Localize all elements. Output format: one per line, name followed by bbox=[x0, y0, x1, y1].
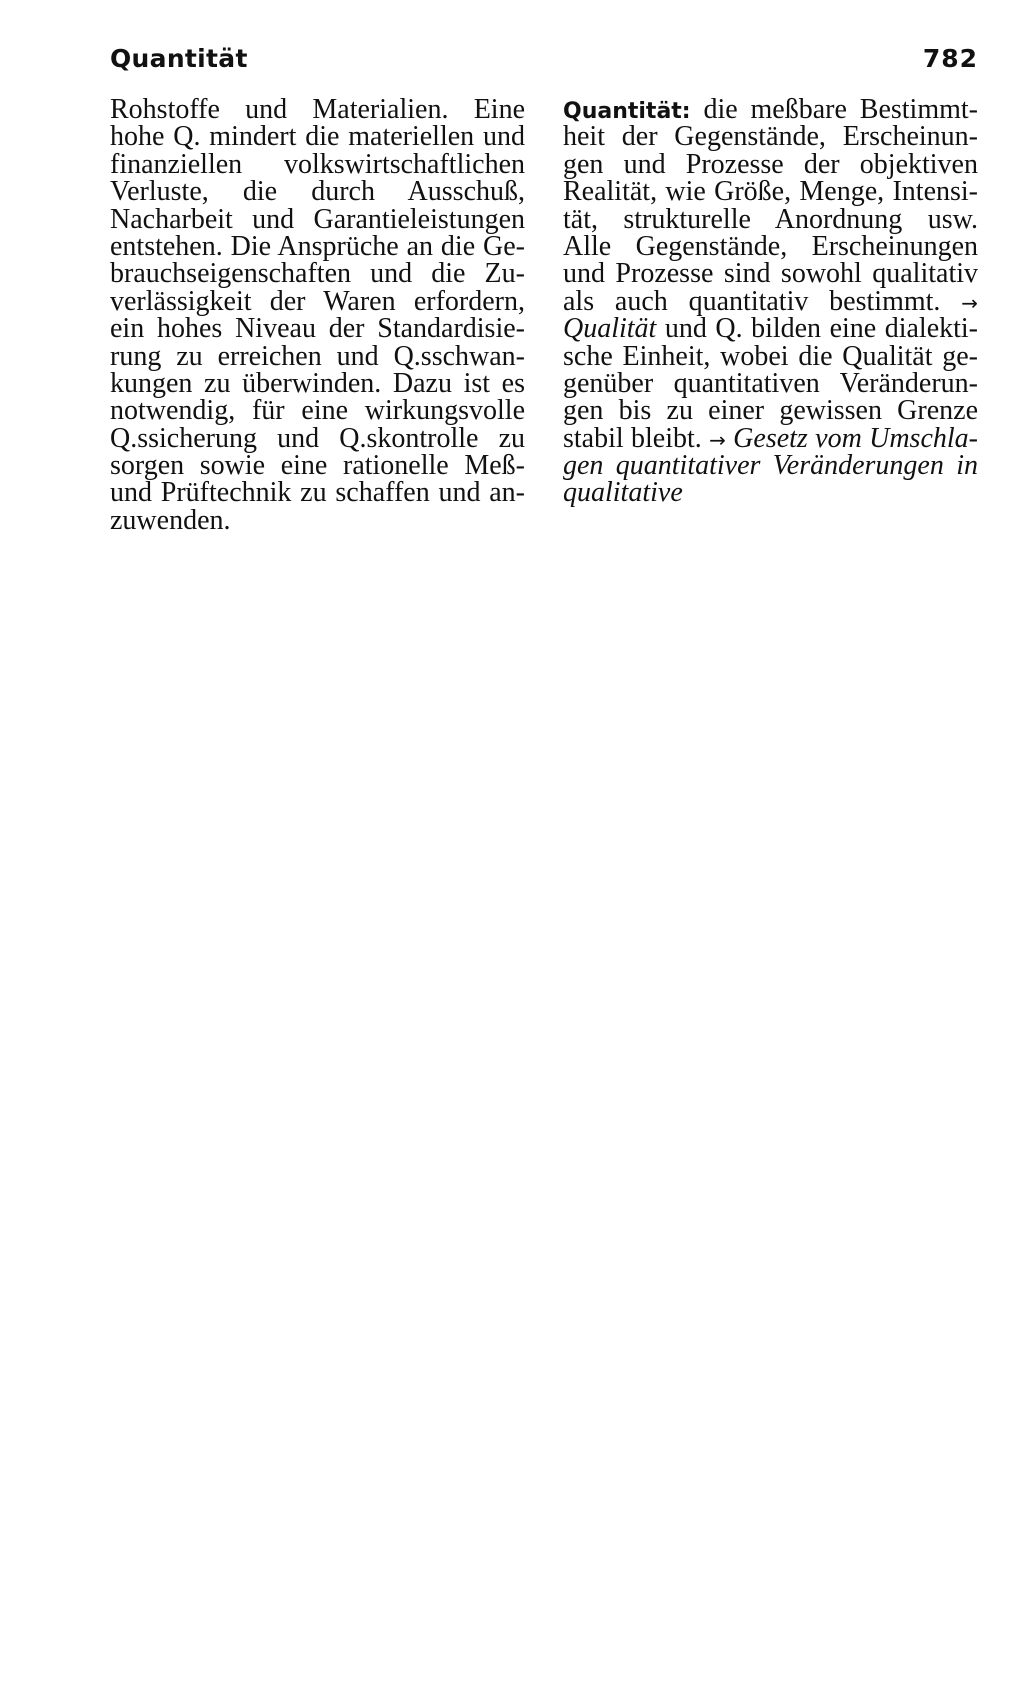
text-line: rung zu erreichen und Q.sschwan- bbox=[110, 340, 525, 372]
text-segment: stabil bleibt. bbox=[563, 422, 710, 454]
text-line: und Prozesse sind sowohl qualitativ bbox=[563, 258, 978, 290]
text-line: tät, strukturelle Anordnung usw. bbox=[563, 203, 978, 235]
text-line: Rohstoffe und Materialien. Eine bbox=[110, 94, 525, 125]
cross-reference-link[interactable]: Gesetz vom Umschla- bbox=[725, 422, 978, 454]
text-line: finanziellen volkswirtschaftlichen bbox=[110, 148, 525, 180]
entry-first-line bbox=[563, 96, 978, 123]
text-line: ein hohes Niveau der Standardisie- bbox=[110, 313, 525, 345]
text-line: zuwenden. bbox=[110, 504, 231, 536]
text-line: und Prüftechnik zu schaffen und an- bbox=[110, 477, 525, 509]
text-line bbox=[563, 285, 978, 317]
text-line: sche Einheit, wobei die Qualität ge- bbox=[563, 340, 978, 372]
right-column bbox=[563, 96, 978, 507]
cross-reference-link[interactable]: gen quantitativer Veränderungen in bbox=[563, 450, 978, 482]
text-line: gen und Prozesse der objektiven bbox=[563, 148, 978, 180]
text-line: hohe Q. mindert die materiellen und bbox=[110, 121, 525, 153]
text-line: Verluste, die durch Ausschuß, bbox=[110, 176, 525, 208]
text-line: Alle Gegenstände, Erscheinungen bbox=[563, 230, 978, 262]
text-segment: als auch quantitativ bestimmt. bbox=[563, 285, 941, 317]
text-line: Q.ssicherung und Q.skontrolle zu bbox=[110, 422, 525, 454]
text-segment: und Q. bilden eine dialekti- bbox=[656, 313, 978, 345]
text-line: kungen zu überwinden. Dazu ist es bbox=[110, 367, 525, 399]
text-line: notwendig, für eine wirkungsvolle bbox=[110, 395, 525, 427]
page-header bbox=[110, 44, 978, 84]
cross-reference-link[interactable]: Qualität bbox=[563, 313, 657, 345]
running-head: Quantität bbox=[110, 44, 248, 73]
text-line: verlässigkeit der Waren erfordern, bbox=[110, 285, 525, 317]
text-line: Nacharbeit und Garantieleistungen bbox=[110, 203, 525, 235]
text-line: entstehen. Die Ansprüche an die Ge- bbox=[110, 230, 525, 262]
text-line bbox=[563, 422, 978, 454]
cross-reference-arrow: → bbox=[961, 290, 978, 315]
text-line: gen bis zu einer gewissen Grenze bbox=[563, 395, 978, 427]
text-line: sorgen sowie eine rationelle Meß- bbox=[110, 450, 525, 482]
text-line: heit der Gegenstände, Erscheinun- bbox=[563, 121, 978, 153]
left-column bbox=[110, 96, 525, 534]
text-line bbox=[563, 313, 978, 345]
cross-reference-arrow: → bbox=[709, 427, 726, 452]
text-line: genüber quantitativen Veränderun- bbox=[563, 367, 978, 399]
entry-term: Quantität: bbox=[563, 99, 691, 124]
entry-definition-start: die meßbare Bestimmt- bbox=[690, 94, 978, 125]
text-line: Realität, wie Größe, Menge, Intensi- bbox=[563, 176, 978, 208]
text-line: brauchseigenschaften und die Zu- bbox=[110, 258, 525, 290]
page-number: 782 bbox=[922, 44, 978, 73]
cross-reference-link[interactable]: qualitative bbox=[563, 477, 683, 509]
